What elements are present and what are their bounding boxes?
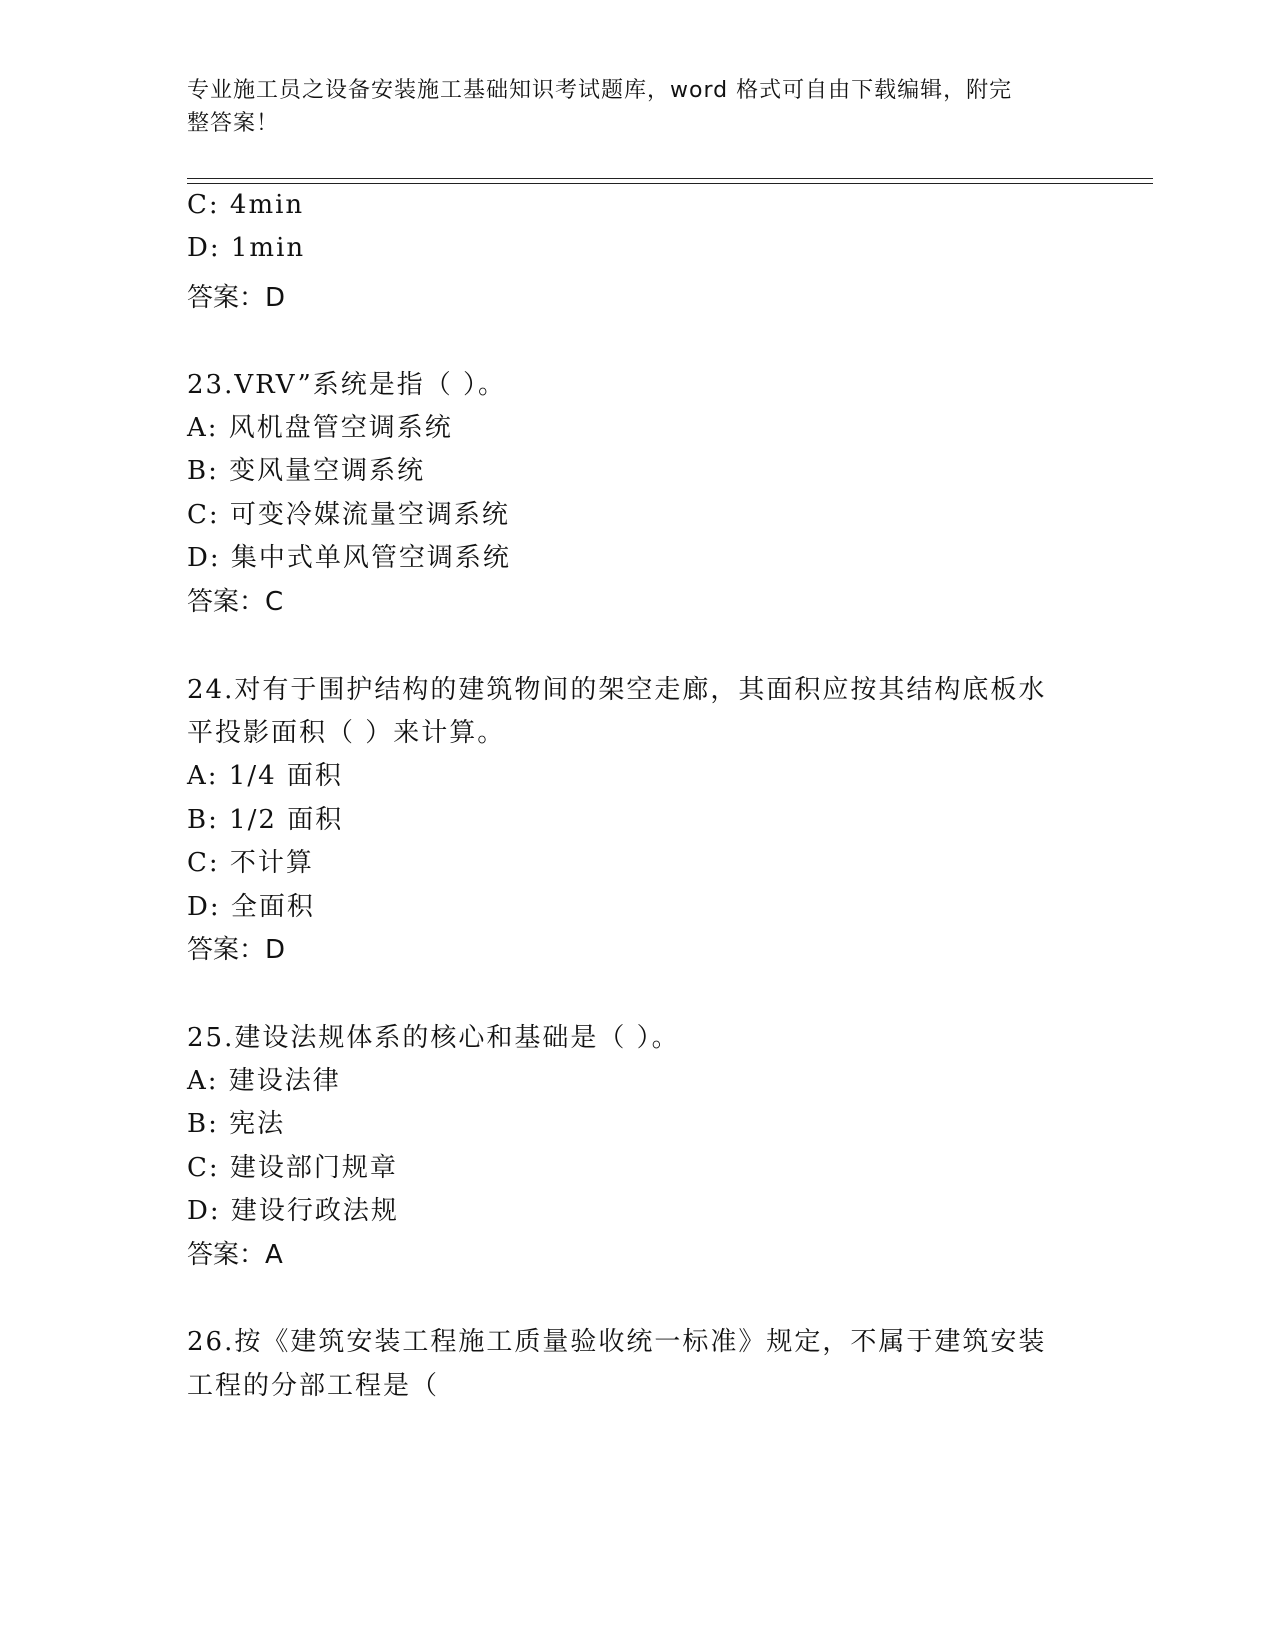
q24-stem-line-1: 24.对有于围护结构的建筑物间的架空走廊，其面积应按其结构底板水 bbox=[187, 675, 1047, 705]
document-header bbox=[187, 74, 1067, 140]
q23-option-d: D: 集中式单风管空调系统 bbox=[187, 543, 511, 573]
q23-option-b: B: 变风量空调系统 bbox=[187, 456, 426, 486]
q23-stem: 23.VRV”系统是指（ ）。 bbox=[187, 370, 507, 400]
q24-option-c: C: 不计算 bbox=[187, 848, 314, 878]
q26-stem-line-2: 工程的分部工程是（ bbox=[187, 1371, 440, 1401]
q24-answer: 答案：D bbox=[187, 935, 286, 965]
q25-stem: 25.建设法规体系的核心和基础是（ ）。 bbox=[187, 1023, 680, 1053]
q24-option-a: A: 1/4 面积 bbox=[187, 761, 343, 791]
q25-option-b: B: 宪法 bbox=[187, 1109, 286, 1139]
q23-answer: 答案：C bbox=[187, 587, 284, 617]
q26-stem-line-1: 26.按《建筑安装工程施工质量验收统一标准》规定，不属于建筑安装 bbox=[187, 1327, 1047, 1357]
prev-option-c: C: 4min bbox=[187, 190, 305, 220]
q25-answer: 答案：A bbox=[187, 1240, 283, 1270]
q24-option-b: B: 1/2 面积 bbox=[187, 805, 344, 835]
q24-stem-line-2: 平投影面积（ ）来计算。 bbox=[187, 718, 506, 748]
header-line-2: 整答案！ bbox=[187, 111, 280, 136]
q25-option-d: D: 建设行政法规 bbox=[187, 1196, 399, 1226]
header-divider bbox=[187, 178, 1153, 184]
q25-option-a: A: 建设法律 bbox=[187, 1066, 341, 1096]
prev-answer: 答案：D bbox=[187, 283, 286, 313]
header-line-1: 专业施工员之设备安装施工基础知识考试题库，word 格式可自由下载编辑，附完 bbox=[187, 78, 1013, 103]
q23-option-a: A: 风机盘管空调系统 bbox=[187, 413, 453, 443]
prev-option-d: D: 1min bbox=[187, 233, 306, 263]
q24-option-d: D: 全面积 bbox=[187, 892, 315, 922]
q25-option-c: C: 建设部门规章 bbox=[187, 1153, 398, 1183]
q23-option-c: C: 可变冷媒流量空调系统 bbox=[187, 500, 510, 530]
